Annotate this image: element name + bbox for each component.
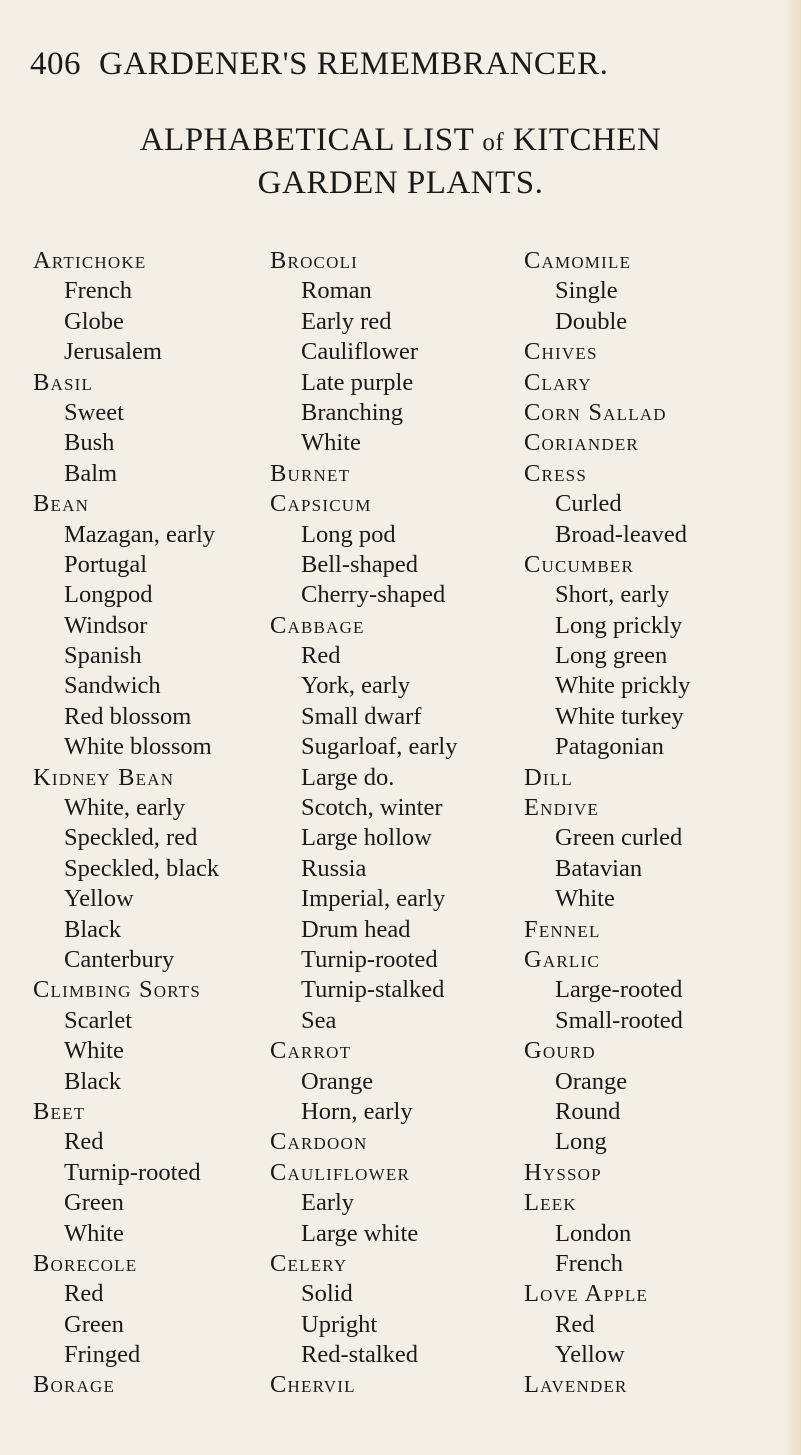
plant-variety: Turnip-rooted [64, 1158, 201, 1186]
plant-variety: Bell-shaped [301, 550, 419, 578]
plant-heading: Chervil [270, 1371, 356, 1399]
plant-heading: Cress [524, 459, 587, 487]
list-title-part-b: KITCHEN [512, 122, 662, 158]
plant-variety: Single [555, 277, 618, 305]
list-title-line-2: GARDEN PLANTS. [257, 165, 544, 201]
plant-variety: Portugal [64, 550, 148, 578]
plant-variety: Large do. [301, 763, 395, 791]
plant-variety: Double [555, 307, 628, 335]
plant-variety: White [64, 1219, 124, 1247]
list-title-line-1 [0, 120, 801, 163]
plant-variety: Large white [301, 1219, 419, 1247]
plant-heading: Cauliflower [270, 1158, 411, 1186]
plant-variety: Speckled, black [64, 854, 220, 882]
plant-variety: Black [64, 1067, 122, 1095]
plant-variety: White prickly [555, 672, 691, 700]
plant-heading: Garlic [524, 945, 600, 973]
plant-variety: Late purple [301, 368, 414, 396]
plant-variety: Black [64, 915, 122, 943]
plant-variety: Green [64, 1189, 124, 1217]
plant-variety: Mazagan, early [64, 520, 215, 548]
list-title [0, 120, 801, 203]
plant-column-2 [270, 246, 540, 1401]
plant-variety: Green curled [555, 824, 683, 852]
list-title-part-a: ALPHABETICAL LIST [139, 122, 474, 158]
plant-heading: Camomile [524, 247, 632, 274]
plant-variety: Imperial, early [301, 885, 446, 913]
plant-heading: Lavender [524, 1371, 628, 1399]
plant-heading: Gourd [524, 1037, 596, 1065]
plant-variety: Jerusalem [64, 338, 162, 366]
plant-variety: Fringed [64, 1341, 141, 1369]
plant-variety: Horn, early [301, 1097, 413, 1125]
plant-heading: Basil [33, 368, 94, 396]
plant-variety: Red [64, 1280, 104, 1308]
plant-variety: Small dwarf [301, 702, 422, 730]
plant-column-3 [524, 246, 794, 1401]
plant-heading: Bean [33, 490, 90, 518]
plant-variety: Scarlet [64, 1006, 133, 1034]
plant-variety: Broad-leaved [555, 520, 687, 548]
plant-variety: Turnip-rooted [301, 945, 438, 973]
plant-variety: Red blossom [64, 702, 192, 730]
plant-variety: White [301, 429, 361, 457]
plant-variety: Upright [301, 1310, 378, 1338]
page-edge-shading [783, 0, 801, 1455]
plant-variety: White blossom [64, 733, 212, 761]
plant-variety: Large-rooted [555, 976, 683, 1004]
plant-variety: Large hollow [301, 824, 432, 852]
plant-variety: Long prickly [555, 611, 683, 639]
list-title-of: of [482, 129, 505, 156]
plant-variety: Patagonian [555, 733, 664, 761]
plant-variety: Canterbury [64, 945, 175, 973]
plant-heading: Corn Sallad [524, 398, 667, 426]
plant-variety: Globe [64, 307, 124, 335]
plant-variety: Curled [555, 490, 622, 518]
plant-heading: Love Apple [524, 1280, 649, 1308]
plant-heading: Clary [524, 368, 592, 396]
plant-variety: Russia [301, 854, 367, 882]
plant-variety: Batavian [555, 854, 643, 882]
plant-variety: Red [555, 1310, 595, 1338]
plant-variety: French [555, 1249, 624, 1277]
plant-heading: Celery [270, 1249, 348, 1277]
plant-variety: London [555, 1219, 632, 1247]
plant-variety: Orange [301, 1067, 374, 1095]
plant-variety: Branching [301, 398, 404, 426]
plant-variety: Long pod [301, 520, 396, 548]
plant-heading: Chives [524, 338, 598, 366]
plant-heading: Dill [524, 763, 573, 791]
running-head [30, 46, 730, 83]
plant-variety: Red-stalked [301, 1341, 419, 1369]
plant-variety: Balm [64, 459, 118, 487]
plant-heading: Carrot [270, 1037, 352, 1065]
plant-heading: Coriander [524, 429, 639, 457]
plant-variety: York, early [301, 672, 411, 700]
plant-variety: Spanish [64, 642, 142, 670]
plant-heading: Climbing Sorts [33, 976, 202, 1004]
plant-variety: Small-rooted [555, 1006, 683, 1034]
plant-variety: White [64, 1037, 124, 1065]
plant-heading: Cardoon [270, 1128, 368, 1156]
plant-heading: Kidney Bean [33, 763, 175, 791]
plant-variety: Yellow [555, 1341, 625, 1369]
plant-variety: Cauliflower [301, 338, 419, 366]
plant-heading: Cabbage [270, 611, 365, 639]
plant-variety: Longpod [64, 581, 153, 609]
plant-variety: Windsor [64, 611, 148, 639]
plant-variety: Solid [301, 1280, 353, 1308]
plant-heading: Cucumber [524, 550, 635, 578]
plant-variety: Long green [555, 642, 668, 670]
plant-variety: Orange [555, 1067, 628, 1095]
plant-variety: French [64, 277, 133, 305]
plant-variety: Early red [301, 307, 392, 335]
plant-variety: Round [555, 1097, 621, 1125]
plant-heading: Leek [524, 1189, 577, 1217]
plant-variety: White, early [64, 794, 186, 822]
plant-variety: White turkey [555, 702, 684, 730]
plant-variety: Cherry-shaped [301, 581, 446, 609]
plant-heading: Brocoli [270, 247, 359, 274]
plant-variety: Sugarloaf, early [301, 733, 458, 761]
plant-variety: White [555, 885, 615, 913]
plant-column-1 [33, 246, 303, 1401]
plant-heading: Hyssop [524, 1158, 602, 1186]
plant-variety: Turnip-stalked [301, 976, 445, 1004]
plant-heading: Beet [33, 1097, 86, 1125]
plant-heading: Artichoke [33, 247, 147, 274]
plant-heading: Capsicum [270, 490, 372, 518]
plant-heading: Borecole [33, 1249, 138, 1277]
plant-variety: Speckled, red [64, 824, 198, 852]
plant-variety: Yellow [64, 885, 134, 913]
plant-variety: Long [555, 1128, 607, 1156]
plant-variety: Short, early [555, 581, 670, 609]
plant-heading: Fennel [524, 915, 601, 943]
plant-heading: Burnet [270, 459, 351, 487]
plant-variety: Bush [64, 429, 115, 457]
plant-heading: Endive [524, 794, 600, 822]
plant-variety: Red [301, 642, 341, 670]
plant-variety: Early [301, 1189, 355, 1217]
plant-variety: Scotch, winter [301, 794, 443, 822]
page-number: 406 [30, 46, 81, 82]
plant-variety: Sea [301, 1006, 337, 1034]
plant-variety: Sandwich [64, 672, 161, 700]
plant-variety: Red [64, 1128, 104, 1156]
plant-heading: Borage [33, 1371, 116, 1399]
plant-variety: Sweet [64, 398, 124, 426]
plant-variety: Drum head [301, 915, 411, 943]
running-head-title: GARDENER'S REMEMBRANCER. [99, 46, 609, 82]
plant-variety: Roman [301, 277, 372, 305]
plant-variety: Green [64, 1310, 124, 1338]
